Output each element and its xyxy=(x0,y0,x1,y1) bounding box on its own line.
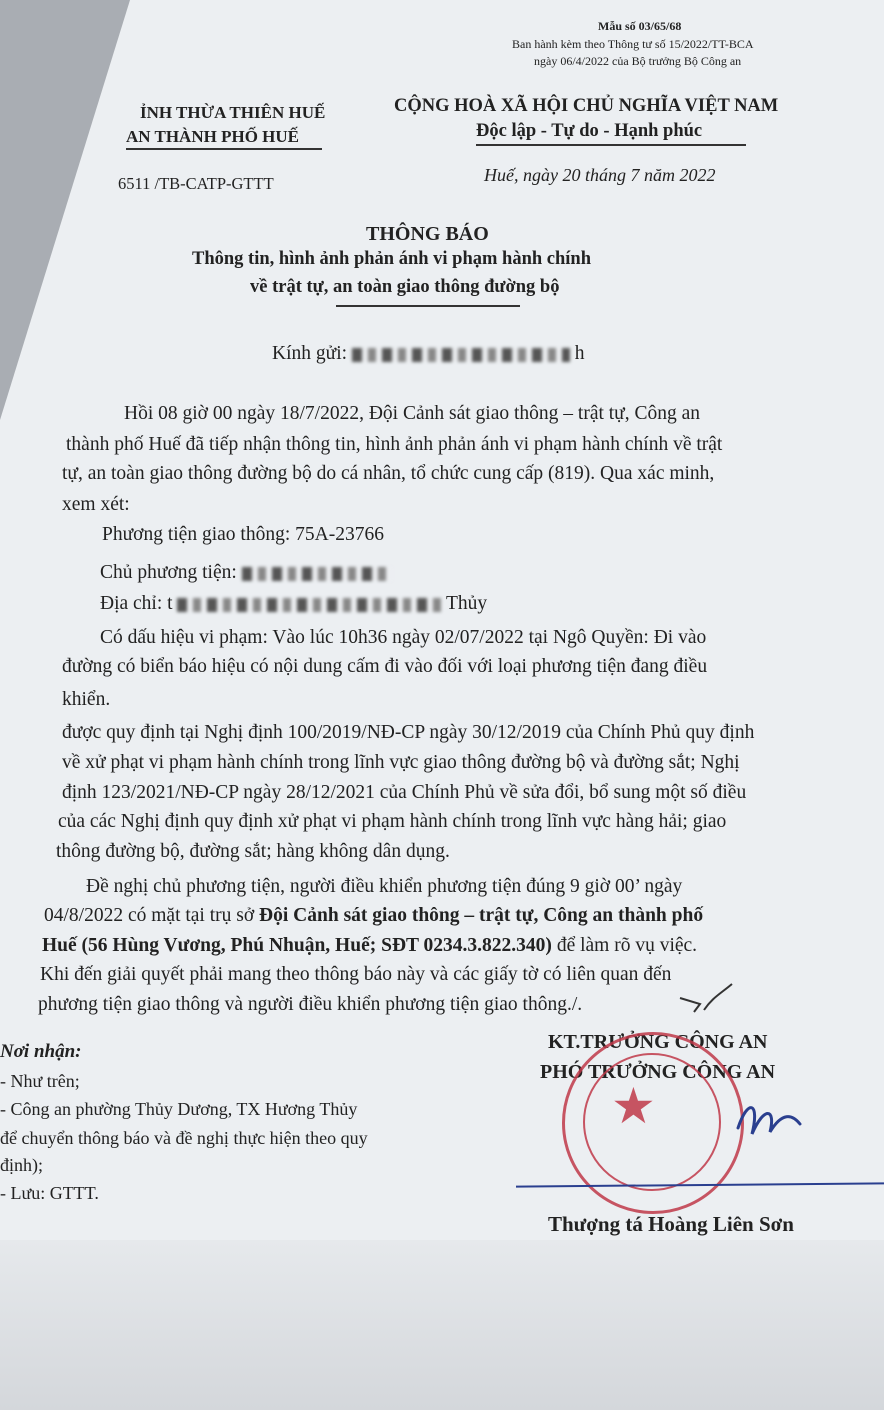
vehicle-plate: 75A-23766 xyxy=(295,524,384,545)
owner-line xyxy=(100,563,392,583)
form-issued-line2: ngày 06/4/2022 của Bộ trưởng Bộ Công an xyxy=(534,54,742,68)
recipient-tail: h xyxy=(574,343,585,364)
motto-underline xyxy=(476,144,746,146)
request-line-4: Khi đến giải quyết phải mang theo thông báo này và các giấy tờ có liên quan đến xyxy=(40,964,672,985)
recipient-line xyxy=(272,344,585,364)
recipients-item-2: - Công an phường Thủy Dương, TX Hương Thủy xyxy=(0,1099,358,1119)
request-line-3 xyxy=(42,936,697,956)
org-underline xyxy=(126,148,322,150)
org-line2: AN THÀNH PHỐ HUẾ xyxy=(126,127,300,146)
legal-line-4: của các Nghị định quy định xử phạt vi phạm hành chính trong lĩnh vực hàng hải; giao xyxy=(58,811,727,832)
signature-title-2: PHÓ TRƯỞNG CÔNG AN xyxy=(540,1061,776,1083)
violation-line-2: đường có biển báo hiệu có nội dung cấm đi vào đối với loại phương tiện đang điều xyxy=(62,656,708,677)
request-line-1: Đề nghị chủ phương tiện, người điều khiển phương tiện đúng 9 giờ 00’ ngày xyxy=(86,876,683,897)
intro-line-3: tự, an toàn giao thông đường bộ do cá nhân, tổ chức cung cấp (819). Qua xác minh, xyxy=(62,463,715,484)
request-line-2-normal: 04/8/2022 có mặt tại trụ sở xyxy=(44,905,260,926)
violation-line-3: khiển. xyxy=(62,689,111,710)
intro-line-4: xem xét: xyxy=(62,494,130,515)
signature-title-1: KT.TRƯỞNG CÔNG AN xyxy=(548,1031,768,1053)
vehicle-label: Phương tiện giao thông: xyxy=(102,524,291,545)
address-line xyxy=(100,594,487,614)
recipients-item-3: để chuyển thông báo và đề nghị thực hiện theo quy xyxy=(0,1128,368,1148)
legal-line-5: thông đường bộ, đường sắt; hàng không dân dụng. xyxy=(56,841,450,862)
vehicle-line xyxy=(102,525,384,545)
address-tail: Thủy xyxy=(445,593,488,614)
redacted-address xyxy=(177,598,441,612)
notice-subtitle-2: về trật tự, an toàn giao thông đường bộ xyxy=(250,277,560,297)
signer-name: Thượng tá Hoàng Liên Sơn xyxy=(548,1212,794,1236)
notice-title: THÔNG BÁO xyxy=(366,223,489,245)
bottom-shadow xyxy=(0,1240,884,1410)
request-line-3-normal: để làm rõ vụ việc. xyxy=(551,935,698,956)
intro-line-1: Hồi 08 giờ 00 ngày 18/7/2022, Đội Cảnh sát giao thông – trật tự, Công an xyxy=(124,403,701,424)
request-line-3-bold: Huế (56 Hùng Vương, Phú Nhuận, Huế; SĐT 0234.3.822.340) xyxy=(42,935,552,956)
owner-label: Chủ phương tiện: xyxy=(100,562,237,583)
recipients-item-1: - Như trên; xyxy=(0,1071,80,1091)
redacted-recipient-name xyxy=(352,348,570,362)
notice-subtitle-1: Thông tin, hình ảnh phản ánh vi phạm hành chính xyxy=(192,249,591,269)
title-underline xyxy=(336,305,520,307)
recipients-item-5: - Lưu: GTTT. xyxy=(0,1183,99,1203)
motto: Độc lập - Tự do - Hạnh phúc xyxy=(476,121,703,141)
legal-line-3: định 123/2021/NĐ-CP ngày 28/12/2021 của Chính Phủ về sửa đổi, bổ sung một số điều xyxy=(62,782,747,803)
form-code: Mẫu số 03/65/68 xyxy=(598,19,682,33)
address-label: Địa chỉ: t xyxy=(100,593,173,614)
redacted-owner-name xyxy=(242,567,392,581)
doc-number: 6511 /TB-CATP-GTTT xyxy=(118,174,274,193)
recipient-label: Kính gửi: xyxy=(272,343,348,364)
legal-line-2: về xử phạt vi phạm hành chính trong lĩnh vực giao thông đường bộ và đường sắt; Nghị xyxy=(62,752,740,773)
folded-corner-shadow xyxy=(0,0,130,420)
seal-star-icon: ★ xyxy=(611,1077,656,1135)
intro-line-2: thành phố Huế đã tiếp nhận thông tin, hình ảnh phản ánh vi phạm hành chính về trật xyxy=(66,434,723,455)
request-line-2-bold: Đội Cảnh sát giao thông – trật tự, Công an thành phố xyxy=(259,905,704,926)
request-line-2 xyxy=(44,906,703,926)
form-issued-line1: Ban hành kèm theo Thông tư số 15/2022/TT-BCA xyxy=(512,37,754,51)
recipients-heading: Nơi nhận: xyxy=(0,1041,82,1062)
recipients-item-4: định); xyxy=(0,1155,43,1175)
place-date: Huế, ngày 20 tháng 7 năm 2022 xyxy=(484,165,716,185)
nation-title: CỘNG HOÀ XÃ HỘI CHỦ NGHĨA VIỆT NAM xyxy=(394,96,779,116)
violation-line-1: Có dấu hiệu vi phạm: Vào lúc 10h36 ngày 02/07/2022 tại Ngô Quyền: Đi vào xyxy=(100,627,707,648)
org-line1: ỈNH THỪA THIÊN HUẾ xyxy=(140,103,326,122)
legal-line-1: được quy định tại Nghị định 100/2019/NĐ-CP ngày 30/12/2019 của Chính Phủ quy định xyxy=(62,722,755,743)
request-line-5: phương tiện giao thông và người điều khiển phương tiện giao thông./. xyxy=(38,994,583,1015)
